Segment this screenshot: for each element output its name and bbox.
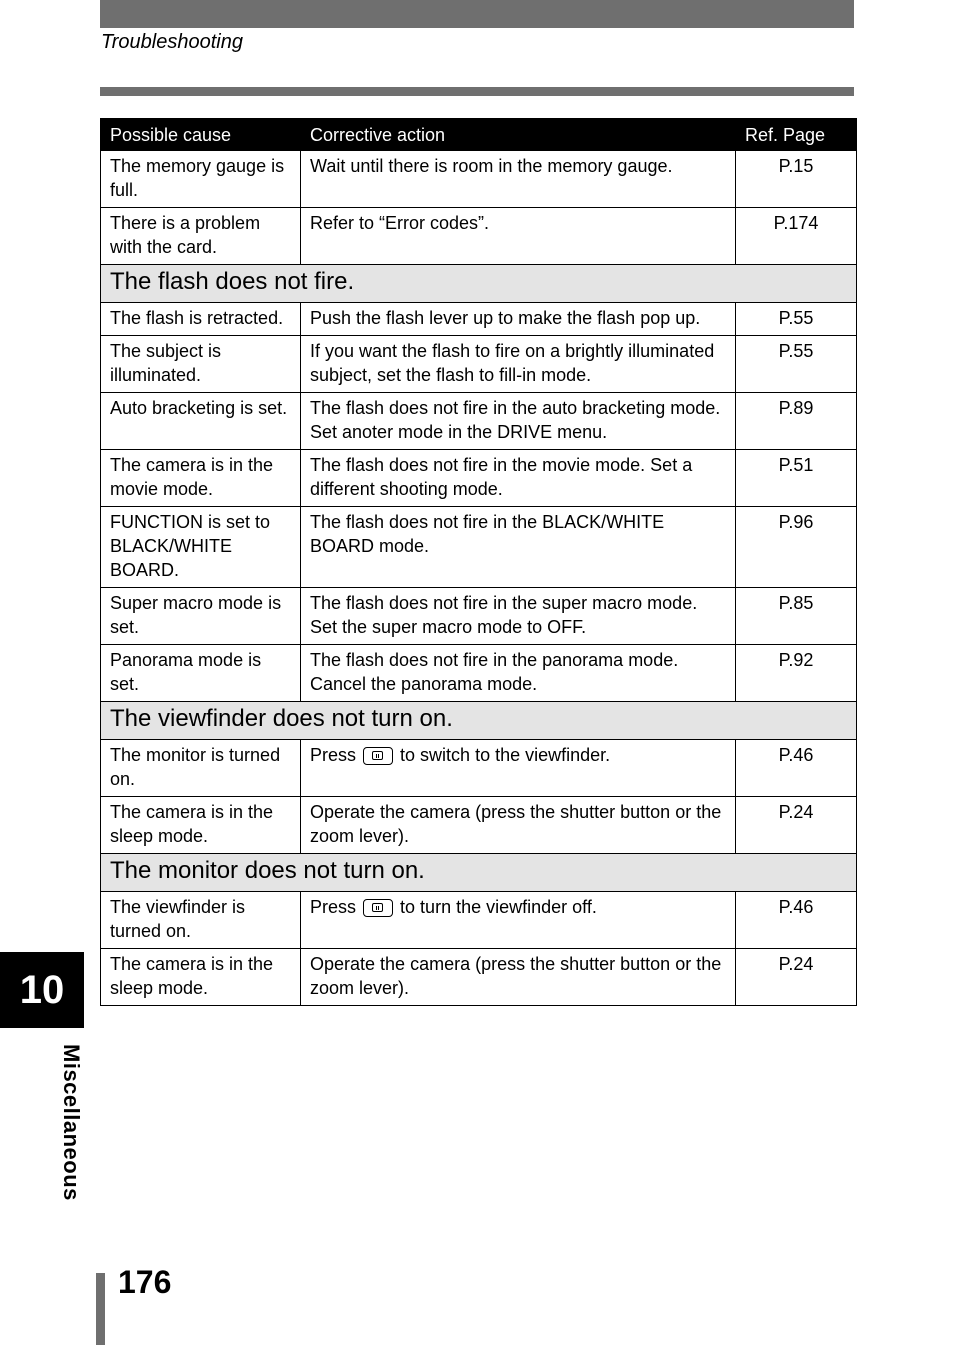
table-row <box>101 892 857 949</box>
cause-cell: The camera is in the sleep mode. <box>101 949 301 1006</box>
cause-cell: The memory gauge is full. <box>101 151 301 208</box>
page-number: 176 <box>118 1264 172 1300</box>
ref-page-cell: P.46 <box>736 892 857 949</box>
table-row <box>101 303 857 336</box>
section-heading-row <box>101 702 857 740</box>
action-cell: If you want the flash to fire on a brightly illuminated subject, set the flash to fill-in mode. <box>301 336 736 393</box>
column-header-ref: Ref. Page <box>736 119 857 151</box>
viewfinder-button-icon <box>363 747 393 765</box>
column-header-cause: Possible cause <box>101 119 301 151</box>
cause-cell: The viewfinder is turned on. <box>101 892 301 949</box>
action-cell: The flash does not fire in the BLACK/WHITE BOARD mode. <box>301 507 736 588</box>
ref-page-cell: P.46 <box>736 740 857 797</box>
ref-page-cell: P.24 <box>736 797 857 854</box>
table-row <box>101 588 857 645</box>
section-heading: The monitor does not turn on. <box>101 854 857 892</box>
chapter-label: Miscellaneous <box>59 1044 84 1201</box>
table-row <box>101 740 857 797</box>
action-cell: The flash does not fire in the super macro mode. Set the super macro mode to OFF. <box>301 588 736 645</box>
table-row <box>101 208 857 265</box>
cause-cell: The camera is in the movie mode. <box>101 450 301 507</box>
action-cell: The flash does not fire in the movie mode. Set a different shooting mode. <box>301 450 736 507</box>
table-row <box>101 336 857 393</box>
cause-cell: FUNCTION is set to BLACK/WHITE BOARD. <box>101 507 301 588</box>
ref-page-cell: P.85 <box>736 588 857 645</box>
table-row <box>101 507 857 588</box>
action-text-pre: Press <box>310 745 357 765</box>
section-heading: The flash does not fire. <box>101 265 857 303</box>
ref-page-cell: P.15 <box>736 151 857 208</box>
action-cell: Operate the camera (press the shutter button or the zoom lever). <box>301 797 736 854</box>
cause-cell: The camera is in the sleep mode. <box>101 797 301 854</box>
table-row <box>101 393 857 450</box>
ref-page-cell: P.96 <box>736 507 857 588</box>
ref-page-cell: P.55 <box>736 303 857 336</box>
cause-cell: The flash is retracted. <box>101 303 301 336</box>
ref-page-cell: P.51 <box>736 450 857 507</box>
section-title: Troubleshooting <box>101 31 243 53</box>
table-row <box>101 797 857 854</box>
ref-page-cell: P.24 <box>736 949 857 1006</box>
table-row <box>101 645 857 702</box>
action-text-pre: Press <box>310 897 357 917</box>
table-header-row <box>101 119 857 151</box>
header-bar <box>100 0 854 28</box>
section-heading-row <box>101 265 857 303</box>
ref-page-cell: P.174 <box>736 208 857 265</box>
cause-cell: Auto bracketing is set. <box>101 393 301 450</box>
action-cell <box>301 740 736 797</box>
action-cell: Wait until there is room in the memory gauge. <box>301 151 736 208</box>
action-cell: The flash does not fire in the auto bracketing mode. Set anoter mode in the DRIVE menu. <box>301 393 736 450</box>
viewfinder-button-icon <box>363 899 393 917</box>
action-cell: The flash does not fire in the panorama mode. Cancel the panorama mode. <box>301 645 736 702</box>
page-number-bar <box>96 1273 105 1345</box>
section-heading-row <box>101 854 857 892</box>
table-body <box>101 151 857 1006</box>
cause-cell: The subject is illuminated. <box>101 336 301 393</box>
table-row <box>101 450 857 507</box>
action-cell: Refer to “Error codes”. <box>301 208 736 265</box>
action-text-post: to switch to the viewfinder. <box>400 745 611 765</box>
table-row <box>101 949 857 1006</box>
action-text-post: to turn the viewfinder off. <box>400 897 597 917</box>
action-cell: Operate the camera (press the shutter button or the zoom lever). <box>301 949 736 1006</box>
ref-page-cell: P.55 <box>736 336 857 393</box>
cause-cell: The monitor is turned on. <box>101 740 301 797</box>
table-row <box>101 151 857 208</box>
header-rule <box>100 87 854 96</box>
cause-cell: Super macro mode is set. <box>101 588 301 645</box>
cause-cell: There is a problem with the card. <box>101 208 301 265</box>
cause-cell: Panorama mode is set. <box>101 645 301 702</box>
section-heading: The viewfinder does not turn on. <box>101 702 857 740</box>
action-cell: Push the flash lever up to make the flash pop up. <box>301 303 736 336</box>
column-header-action: Corrective action <box>301 119 736 151</box>
ref-page-cell: P.89 <box>736 393 857 450</box>
action-cell <box>301 892 736 949</box>
ref-page-cell: P.92 <box>736 645 857 702</box>
chapter-number-tab: 10 <box>0 952 84 1028</box>
troubleshooting-table <box>100 118 857 1006</box>
